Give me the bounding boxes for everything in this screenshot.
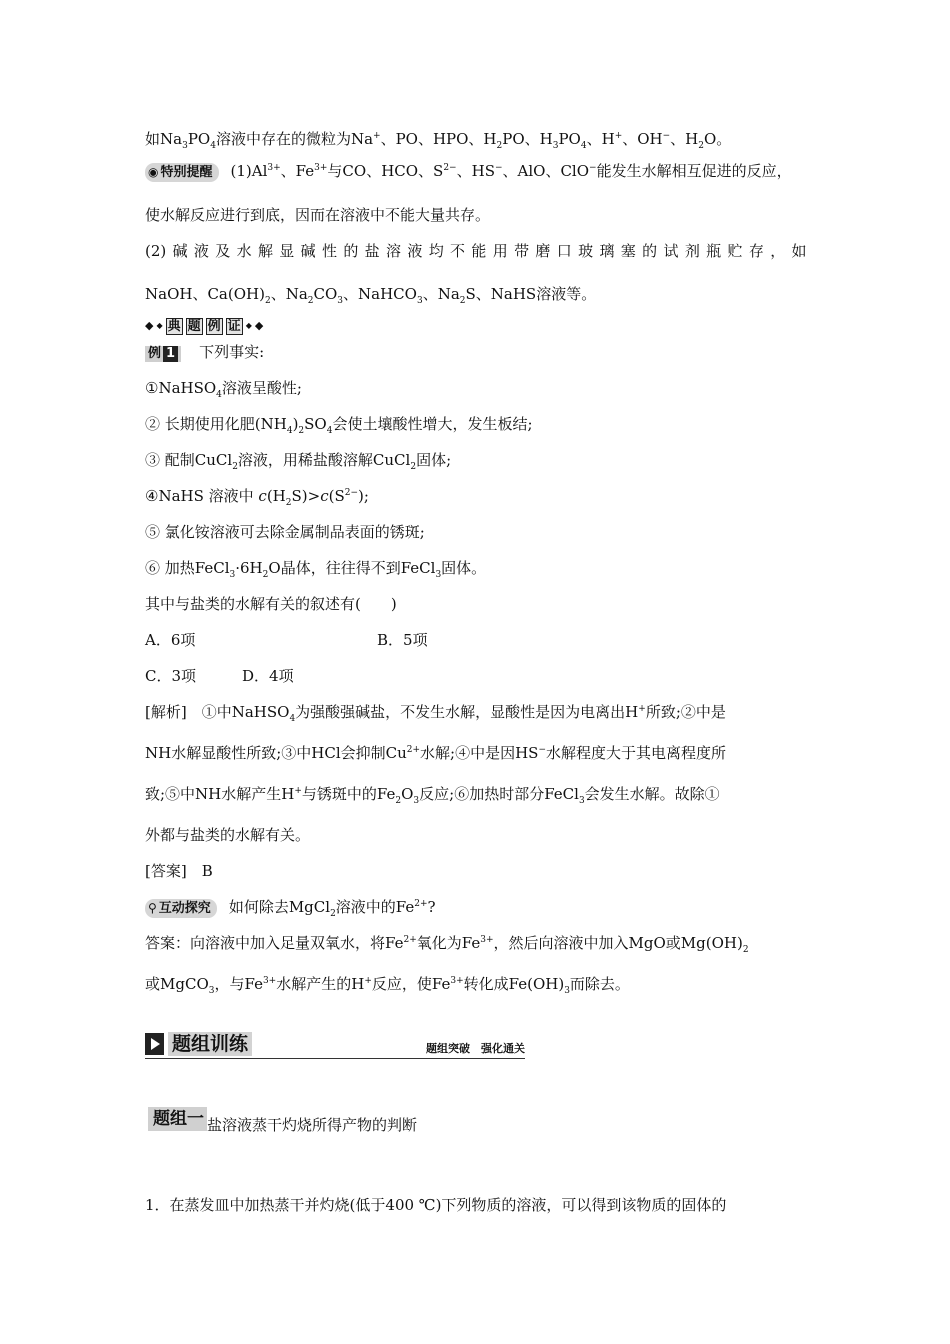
tip-line-2: 使水解反应进行到底，因而在溶液中不能大量共存。 [145,206,491,224]
option-d[interactable]: D．4项 [242,667,294,685]
tip-line-3-word: 不 [450,242,466,260]
tip-line-3-word: 能 [471,242,487,260]
tip-line-3-word: 口 [556,242,572,260]
tip-line-3-word: 溶 [386,242,402,260]
tip-line-3-word: ， [770,242,786,260]
question-1-text: 1．在蒸发皿中加热蒸干并灼烧(低于400 ℃)下列物质的溶液，可以得到该物质的固体的 [145,1196,727,1214]
explore-answer-line-1: 答案：向溶液中加入足量双氧水，将$Fe^{2+}$氧化为$Fe^{3+}$，然后向溶液中加入MgO或$Mg(OH)_2$ [145,934,749,955]
magnifier-icon: ⚲ [148,900,157,915]
explore-answer-line-2: 或MgCO$_3$，与$Fe^{3+}$水解产生的H+反应，使$Fe^{3+}$转化成$Fe(OH)_3$而除去。 [145,975,630,996]
section-subtitle: 题组突破 强化通关 [426,1042,525,1055]
tip-line-3-word: 的 [343,242,359,260]
diamond-icon: ◆ [145,319,154,332]
tip-line-3-word: 均 [428,242,444,260]
example-stem: 例 1 下列事实: [145,342,264,362]
analysis-line-1: [解析] ①中NaHSO$_4$为强酸强碱盐，不发生水解，显酸性是因为电离出H+所致;②中是 [145,703,726,724]
example-item-5: ⑤ 氯化铵溶液可去除金属制品表面的锈斑; [145,523,425,541]
intro-line: 如$Na_3PO_4$溶液中存在的微粒为Na+、PO、HPO、$H_2PO$、$H_3PO_4$、H+、OH−、$H_2O$。 [145,130,732,151]
example-item-2: ② 长期使用化肥$(NH_4)_2SO_4$会使土壤酸性增大，发生板结; [145,415,533,436]
tip-line-3-word: 碱 [300,242,316,260]
tip-line-3-word: 性 [321,242,337,260]
tip-line-1: ◉ 特别提醒 $(1)Al^{3+}$、$Fe^{3+}$与CO、HCO、$S^{2-}$、HS−、AlO、ClO−能发生水解相互促进的反应， [145,161,792,182]
tip-line-3-word: (2) [145,242,167,260]
tip-line-3-word: 解 [257,242,273,260]
tip-line-4: NaOH、$Ca(OH)_2$、$Na_2CO_3$、NaHCO$_3$、$Na_2S$、NaHS溶液等。 [145,285,597,306]
tip-line-3-word: 贮 [727,242,743,260]
group-label: 题组一 [148,1107,207,1131]
analysis-line-4: 外都与盐类的水解有关。 [145,826,311,844]
tip-line-3-word: 显 [279,242,295,260]
tip-line-3-word: 水 [236,242,252,260]
section-header [145,1032,525,1059]
example-question: 其中与盐类的水解有关的叙述有( ) [145,595,397,613]
tip-line-3-word: 试 [663,242,679,260]
diamond-icon: ◆ [254,319,264,332]
tip-line-3-word: 液 [193,242,209,260]
answer-line: [答案] B [145,862,213,880]
tip-line-3-word: 塞 [620,242,636,260]
tip-line-3-word: 存 [748,242,764,260]
tip-line-3-word: 液 [407,242,423,260]
tip-line-3-word: 盐 [364,242,380,260]
diamond-small-icon: ◆ [156,321,163,330]
typical-example-header: ◆ ◆ 典 题 例 证 ◆ ◆ [145,316,263,336]
tip-line-3-word: 带 [514,242,530,260]
example-item-1: ①NaHSO$_4$溶液呈酸性; [145,379,302,400]
tip-line-3-word: 玻 [578,242,594,260]
explore-question: ⚲ 互动探究 如何除去MgCl$_2$溶液中的$Fe^{2+}$? [145,897,436,918]
analysis-line-2: NH水解显酸性所致;③中HCl会抑制$Cu^{2+}$水解;④中是因HS−水解程度大于其电离程度所 [145,744,727,762]
play-icon [145,1033,164,1055]
example-badge: 例 1 [145,346,181,362]
explore-badge: ⚲ 互动探究 [145,899,217,918]
example-item-4: ④NaHS 溶液中 $c(H_2S)>c(S^{2-})$; [145,487,369,508]
tip-line-3-word: 碱 [172,242,188,260]
option-a[interactable]: A．6项 [145,631,196,649]
tip-line-3-word: 瓶 [706,242,722,260]
tip-badge: ◉ 特别提醒 [145,163,219,182]
tip-line-3 [145,241,807,261]
group-header [148,1107,418,1134]
diamond-small-icon: ◆ [245,321,252,330]
tip-line-3-word: 用 [492,242,508,260]
group-title: 盐溶液蒸干灼烧所得产物的判断 [207,1116,418,1134]
analysis-line-3: 致;⑤中NH水解产生H+与锈斑中的$Fe_2O_3$反应;⑥加热时部分FeCl$_3$会发生水解。故除① [145,785,720,806]
tip-line-3-word: 剂 [684,242,700,260]
option-c[interactable]: C．3项 [145,667,197,685]
tip-line-3-word: 如 [791,242,807,260]
tip-line-3-word: 璃 [599,242,615,260]
example-item-6: ⑥ 加热$FeCl_3\cdot 6H_2O$晶体，往往得不到FeCl$_3$固体。 [145,559,487,580]
tip-line-3-word: 的 [642,242,658,260]
section-title: 题组训练 [168,1032,252,1056]
tip-line-3-word: 及 [215,242,231,260]
tip-line-3-word: 磨 [535,242,551,260]
example-item-3: ③ 配制CuCl$_2$溶液，用稀盐酸溶解CuCl$_2$固体; [145,451,452,472]
option-b[interactable]: B．5项 [377,631,428,649]
tip-icon: ◉ [148,164,159,179]
